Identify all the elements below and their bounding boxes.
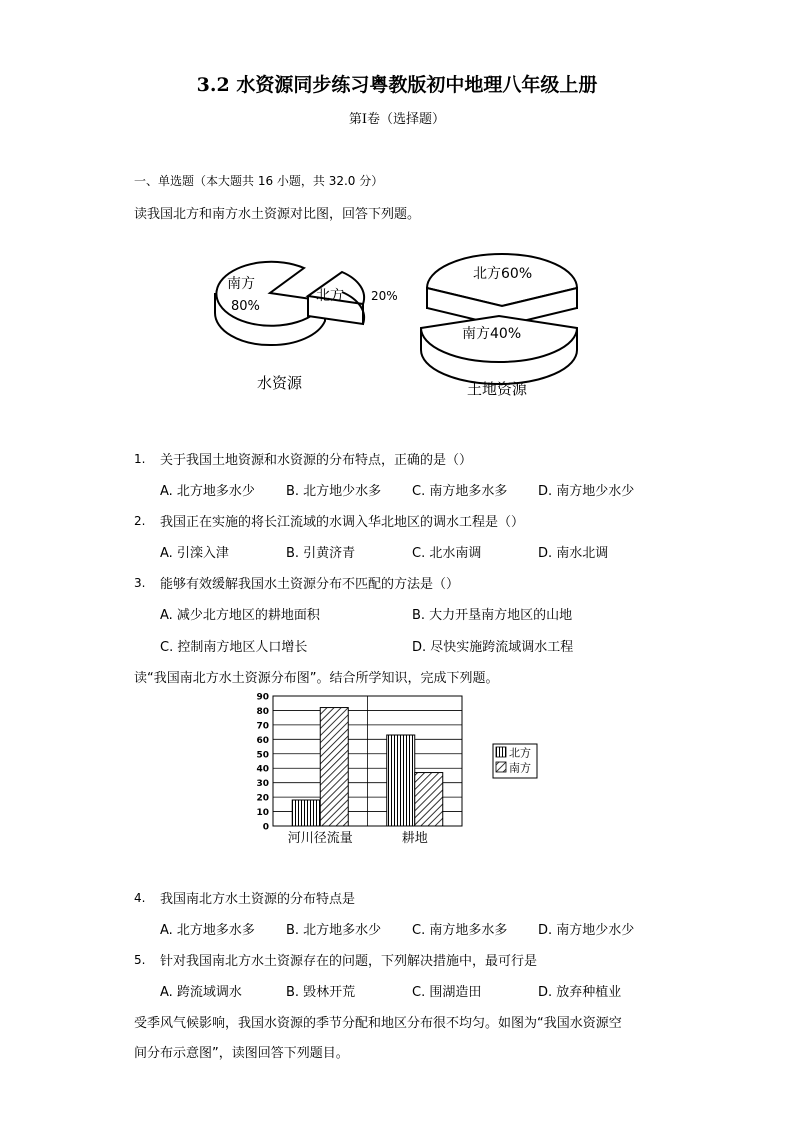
land-south-label: 南方40% <box>462 326 522 342</box>
water-north-label: 北方 <box>316 288 344 304</box>
question-5-text: 针对我国南北方水土资源存在的问题，下列解决措施中，最可行是 <box>160 954 538 969</box>
intro-text-2: 读“我国南北方水土资源分布图”。结合所学知识，完成下列题。 <box>134 671 499 686</box>
question-3-number: 3. <box>134 576 146 590</box>
question-4-option-a[interactable]: A. 北方地多水多 <box>160 923 255 938</box>
y-tick-label: 60 <box>256 735 269 746</box>
section-heading: 一、单选题（本大题共 16 小题，共 32.0 分） <box>134 174 384 188</box>
question-4-option-d[interactable]: D. 南方地少水少 <box>538 923 635 938</box>
legend-swatch-1 <box>496 762 506 772</box>
intro-text-3-line-1: 受季风气候影响，我国水资源的季节分配和地区分布很不均匀。如图为“我国水资源空 <box>134 1016 622 1031</box>
y-tick-label: 20 <box>256 793 269 804</box>
question-1-option-b[interactable]: B. 北方地少水多 <box>286 484 382 499</box>
pie-charts-figure <box>205 238 605 413</box>
y-tick-label: 10 <box>256 808 269 819</box>
y-tick-label: 0 <box>262 822 269 833</box>
question-5-option-b[interactable]: B. 毁林开荒 <box>286 985 356 1000</box>
bar-south-0 <box>320 708 348 826</box>
y-tick-label: 30 <box>256 779 269 790</box>
intro-text-1: 读我国北方和南方水土资源对比图，回答下列题。 <box>134 207 421 222</box>
water-resource-pie <box>215 262 398 392</box>
question-4-option-b[interactable]: B. 北方地多水少 <box>286 923 382 938</box>
bar-chart <box>240 688 560 853</box>
chart-legend <box>493 744 537 778</box>
legend-swatch-0 <box>496 747 506 757</box>
water-north-value: 20% <box>371 289 398 303</box>
y-tick-label: 90 <box>256 692 269 703</box>
question-3-text: 能够有效缓解我国水土资源分布不匹配的方法是（） <box>160 577 460 592</box>
land-resource-pie <box>421 254 577 398</box>
bar-north-1 <box>387 735 415 826</box>
x-category-label: 耕地 <box>401 831 428 846</box>
question-1-text: 关于我国土地资源和水资源的分布特点，正确的是（） <box>160 453 473 468</box>
document-title: 3.2 水资源同步练习粤教版初中地理八年级上册 <box>196 74 598 96</box>
question-3-option-b[interactable]: B. 大力开垦南方地区的山地 <box>412 608 573 623</box>
question-1-number: 1. <box>134 452 146 466</box>
water-south-value: 80% <box>231 299 260 314</box>
y-tick-label: 80 <box>256 706 269 717</box>
water-south-label: 南方 <box>227 276 255 292</box>
y-tick-label: 40 <box>256 764 269 775</box>
question-2-text: 我国正在实施的将长江流域的水调入华北地区的调水工程是（） <box>160 515 525 530</box>
question-4-number: 4. <box>134 891 146 905</box>
question-2-option-c[interactable]: C. 北水南调 <box>412 546 482 561</box>
question-4-option-c[interactable]: C. 南方地多水多 <box>412 923 508 938</box>
legend-label-0: 北方 <box>509 746 531 760</box>
question-1-option-a[interactable]: A. 北方地多水少 <box>160 484 255 499</box>
question-1-option-c[interactable]: C. 南方地多水多 <box>412 484 508 499</box>
bar-south-1 <box>415 773 443 826</box>
question-5-option-d[interactable]: D. 放弃种植业 <box>538 985 622 1000</box>
x-category-label: 河川径流量 <box>287 831 353 846</box>
question-5-option-c[interactable]: C. 围湖造田 <box>412 985 482 1000</box>
question-3-option-c[interactable]: C. 控制南方地区人口增长 <box>160 640 308 655</box>
question-2-option-a[interactable]: A. 引滦入津 <box>160 546 229 561</box>
y-tick-label: 70 <box>256 721 269 732</box>
question-3-option-a[interactable]: A. 减少北方地区的耕地面积 <box>160 608 320 623</box>
legend-label-1: 南方 <box>509 761 531 775</box>
question-3-option-d[interactable]: D. 尽快实施跨流域调水工程 <box>412 640 574 655</box>
water-pie-title: 水资源 <box>257 374 303 392</box>
bar-north-0 <box>292 800 320 826</box>
land-north-label: 北方60% <box>473 266 533 282</box>
question-2-option-b[interactable]: B. 引黄济青 <box>286 546 356 561</box>
question-2-option-d[interactable]: D. 南水北调 <box>538 546 609 561</box>
y-tick-label: 50 <box>256 750 269 761</box>
intro-text-3-line-2: 间分布示意图”，读图回答下列题目。 <box>134 1046 349 1061</box>
question-4-text: 我国南北方水土资源的分布特点是 <box>160 892 356 907</box>
question-5-number: 5. <box>134 953 146 967</box>
question-5-option-a[interactable]: A. 跨流域调水 <box>160 985 242 1000</box>
question-2-number: 2. <box>134 514 146 528</box>
question-1-option-d[interactable]: D. 南方地少水少 <box>538 484 635 499</box>
document-subtitle: 第I卷（选择题） <box>348 112 446 127</box>
land-pie-title: 土地资源 <box>467 380 528 398</box>
